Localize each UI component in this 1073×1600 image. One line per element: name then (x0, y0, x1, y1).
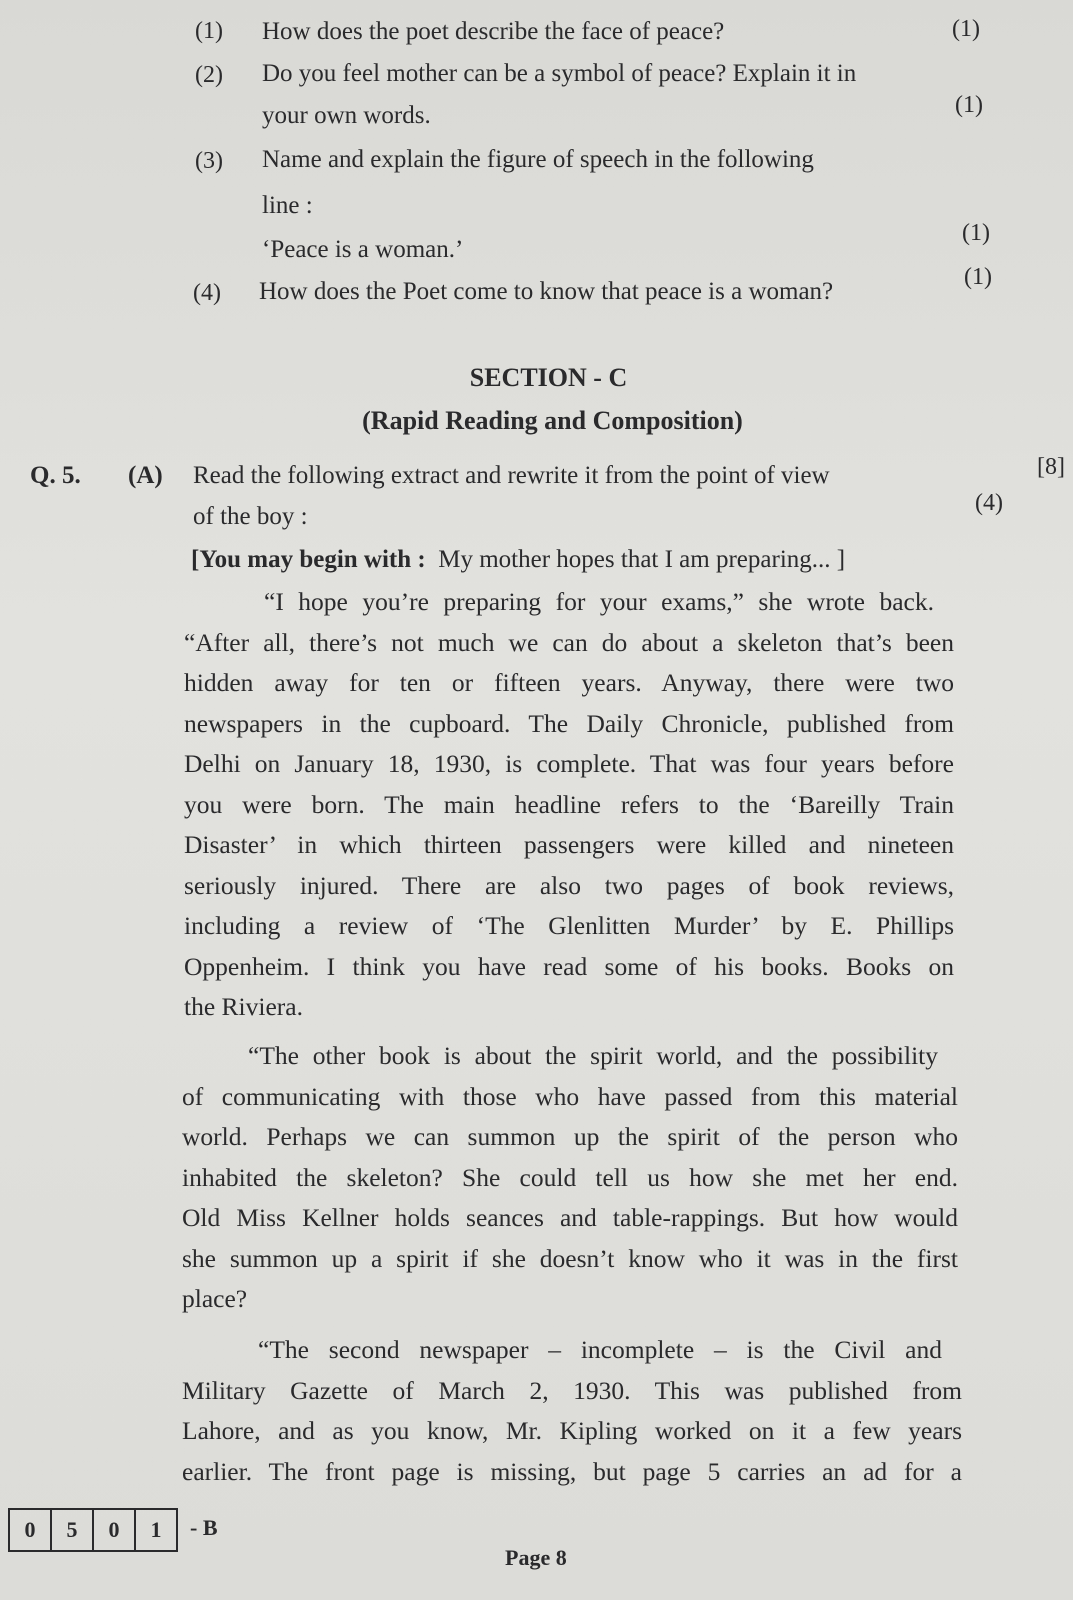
question-3-text-line3: ‘Peace is a woman.’ (262, 236, 464, 263)
passage-line: newspapers in the cupboard. The Daily Chronicle, published from (184, 708, 954, 738)
q5-label: Q. 5. (30, 462, 81, 489)
question-2-number: (2) (195, 62, 223, 88)
q5-total-marks: [8] (1037, 454, 1065, 480)
passage-line: world. Perhaps we can summon up the spirit of the person who (182, 1122, 958, 1151)
passage-line: “The other book is about the spirit world, and the possibility (248, 1041, 938, 1070)
passage-line: Oppenheim. I think you have read some of his books. Books on (184, 951, 954, 981)
question-4-number: (4) (193, 280, 221, 306)
question-3-text-line1: Name and explain the figure of speech in the following (262, 146, 814, 173)
q5-instruction-line2: of the boy : (193, 503, 308, 530)
passage-line: she summon up a spirit if she doesn’t know who it was in the first (182, 1243, 958, 1273)
question-2-marks: (1) (955, 92, 983, 118)
question-1-number: (1) (195, 18, 223, 44)
question-3-number: (3) (195, 148, 223, 174)
passage-line: seriously injured. There are also two pages of book reviews, (184, 870, 954, 900)
question-3-marks: (1) (962, 220, 990, 246)
passage-line: Military Gazette of March 2, 1930. This was published from (182, 1375, 962, 1405)
passage-line: “I hope you’re preparing for your exams,” she wrote back. (264, 587, 934, 616)
q5-instruction-line1: Read the following extract and rewrite it from the point of view (193, 462, 830, 489)
passage-line: the Riviera. (184, 992, 303, 1021)
passage-line: hidden away for ten or fifteen years. Anyway, there were two (184, 668, 954, 697)
question-3-text-line2: line : (262, 192, 313, 219)
passage-line: Delhi on January 18, 1930, is complete. That was four years before (184, 749, 954, 778)
passage-line: Old Miss Kellner holds seances and table-rappings. But how would (182, 1203, 958, 1232)
q5-part-marks: (4) (975, 490, 1003, 516)
passage-paragraph-3 (182, 1330, 962, 1492)
passage-line: place? (182, 1284, 248, 1313)
question-4-marks: (1) (964, 264, 992, 290)
question-2-text-line1: Do you feel mother can be a symbol of peace? Explain it in (262, 60, 857, 87)
paper-code-box (8, 1508, 178, 1552)
question-1-marks: (1) (952, 16, 980, 42)
section-subtitle: (Rapid Reading and Composition) (362, 406, 743, 435)
passage-line: “After all, there’s not much we can do about a skeleton that’s been (184, 627, 954, 657)
paper-code-digit: 1 (150, 1517, 162, 1542)
paper-code-digit: 0 (10, 1510, 52, 1550)
passage-line: inhabited the skeleton? She could tell us how she met her end. (182, 1162, 958, 1192)
q5-part-label: (A) (128, 462, 163, 489)
passage-line: “The second newspaper – incomplete – is the Civil and (258, 1335, 942, 1364)
passage-line: Lahore, and as you know, Mr. Kipling worked on it a few years (182, 1416, 962, 1445)
section-title: SECTION - C (469, 363, 628, 392)
passage-paragraph-1 (184, 582, 954, 1028)
paper-code-suffix: - B (190, 1515, 218, 1540)
begin-with-hint (191, 546, 845, 574)
passage-line: of communicating with those who have passed from this material (182, 1081, 958, 1111)
paper-code-digit: 5 (52, 1510, 94, 1550)
begin-with-hint-label: [You may begin with : (191, 546, 426, 573)
passage-line: Disaster’ in which thirteen passengers were killed and nineteen (184, 830, 954, 859)
passage-paragraph-2 (182, 1036, 958, 1320)
question-2-text-line2: your own words. (262, 102, 431, 129)
question-1-text: How does the poet describe the face of peace? (262, 18, 725, 45)
passage-line: including a review of ‘The Glenlitten Murder’ by E. Phillips (184, 911, 954, 940)
begin-with-hint-text: My mother hopes that I am preparing... ] (438, 546, 846, 573)
page-number: Page 8 (505, 1545, 567, 1570)
paper-code-digit: 0 (94, 1510, 136, 1550)
question-4-text: How does the Poet come to know that peace is a woman? (259, 278, 834, 305)
passage-line: earlier. The front page is missing, but page 5 carries an ad for a (182, 1456, 962, 1486)
passage-line: you were born. The main headline refers to the ‘Bareilly Train (184, 789, 954, 819)
